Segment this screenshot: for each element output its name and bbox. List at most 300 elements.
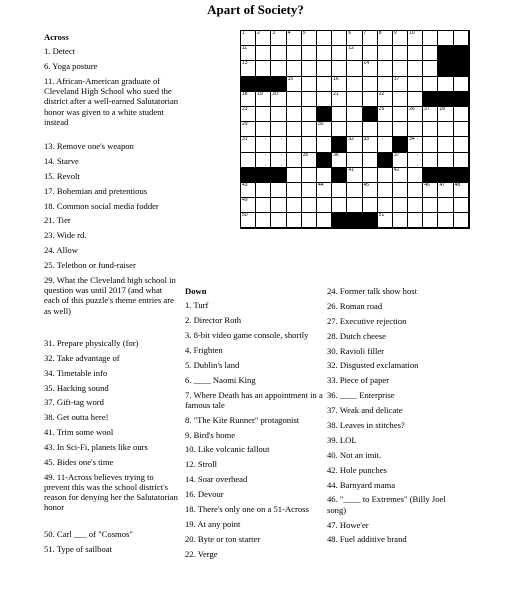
down-clue: 3. 8-bit video game console, shortly xyxy=(185,329,309,340)
across-clues xyxy=(44,32,179,558)
grid-cell[interactable] xyxy=(287,92,302,107)
cell-number: 31 xyxy=(242,136,248,143)
grid-cell[interactable] xyxy=(363,168,378,183)
grid-cell[interactable] xyxy=(302,153,317,168)
grid-cell[interactable] xyxy=(363,61,378,76)
grid-cell[interactable] xyxy=(378,77,393,92)
across-clue: 24. Allow xyxy=(44,245,78,256)
grid-block xyxy=(271,168,286,183)
grid-cell[interactable] xyxy=(241,46,256,61)
cell-number: 17 xyxy=(393,75,400,82)
grid-block xyxy=(363,213,378,228)
down-clue: 6. ____ Naomi King xyxy=(185,374,256,385)
grid-cell[interactable] xyxy=(438,183,453,198)
across-clue: 51. Type of sailboat xyxy=(44,543,112,554)
grid-cell[interactable] xyxy=(256,183,271,198)
grid-cell[interactable] xyxy=(287,213,302,228)
across-clue: 43. In Sci-Fi, planets like ours xyxy=(44,442,148,453)
down-clue: 42. Hole punches xyxy=(327,464,387,475)
grid-cell[interactable] xyxy=(454,122,469,137)
cell-number: 6 xyxy=(348,30,352,36)
down-clue: 22. Verge xyxy=(185,548,218,559)
grid-cell[interactable] xyxy=(302,107,317,122)
grid-cell[interactable] xyxy=(423,198,438,213)
grid-cell[interactable] xyxy=(408,198,423,213)
down-clue: 48. Fuel additive brand xyxy=(327,534,407,545)
grid-cell[interactable] xyxy=(287,61,302,76)
grid-cell[interactable] xyxy=(393,61,408,76)
cell-number: 3 xyxy=(272,30,276,36)
cell-number: 11 xyxy=(242,45,248,52)
grid-block xyxy=(332,213,347,228)
down-clue: 8. "The Kite Runner" protagonist xyxy=(185,414,300,425)
cell-number: 20 xyxy=(272,90,278,97)
grid-cell[interactable] xyxy=(302,183,317,198)
grid-cell[interactable] xyxy=(317,137,332,152)
grid-cell[interactable] xyxy=(271,92,286,107)
grid-cell[interactable] xyxy=(256,122,271,137)
grid-cell[interactable] xyxy=(347,153,362,168)
across-clue: 34. Timetable info xyxy=(44,367,108,378)
grid-cell[interactable] xyxy=(332,31,347,46)
grid-cell[interactable] xyxy=(271,107,286,122)
cell-number: 19 xyxy=(257,90,263,97)
grid-cell[interactable] xyxy=(423,213,438,228)
grid-cell[interactable] xyxy=(317,77,332,92)
cell-number: 46 xyxy=(424,181,430,188)
grid-cell[interactable] xyxy=(408,92,423,107)
cell-number: 12 xyxy=(348,45,354,52)
cell-number: 15 xyxy=(287,75,294,82)
across-clue: 29. What the Cleveland high school in question was until 2017 (and what each of this puzzle's theme entries are as well) xyxy=(44,275,176,316)
grid-cell[interactable] xyxy=(287,168,302,183)
grid-cell[interactable] xyxy=(332,92,347,107)
grid-cell[interactable] xyxy=(271,183,286,198)
grid-cell[interactable] xyxy=(408,137,423,152)
down-clue: 30. Ravioli filler xyxy=(327,345,385,356)
grid-block xyxy=(454,92,469,107)
cell-number: 25 xyxy=(378,105,385,112)
grid-cell[interactable] xyxy=(423,77,438,92)
grid-cell[interactable] xyxy=(287,77,302,92)
grid-cell[interactable] xyxy=(241,122,256,137)
grid-cell[interactable] xyxy=(408,183,423,198)
down-clue: 1. Turf xyxy=(185,300,209,311)
grid-cell[interactable] xyxy=(454,107,469,122)
grid-cell[interactable] xyxy=(332,46,347,61)
across-clue: 41. Trim some wool xyxy=(44,427,114,438)
down-clue: 24. Former talk show host xyxy=(327,286,417,296)
grid-cell[interactable] xyxy=(241,137,256,152)
down-clues-col1 xyxy=(185,286,325,564)
grid-cell[interactable] xyxy=(408,31,423,46)
down-clue: 26. Roman road xyxy=(327,300,383,311)
grid-cell[interactable] xyxy=(271,46,286,61)
grid-cell[interactable] xyxy=(317,46,332,61)
grid-cell[interactable] xyxy=(438,153,453,168)
grid-block xyxy=(438,46,453,61)
grid-cell[interactable] xyxy=(363,77,378,92)
down-clue: 44. Barnyard mama xyxy=(327,479,396,490)
grid-cell[interactable] xyxy=(317,183,332,198)
grid-block xyxy=(332,137,347,152)
grid-cell[interactable] xyxy=(393,198,408,213)
grid-cell[interactable] xyxy=(347,137,362,152)
grid-cell[interactable] xyxy=(393,46,408,61)
cell-number: 44 xyxy=(317,181,324,188)
down-clue: 5. Dublin's land xyxy=(185,359,240,370)
grid-cell[interactable] xyxy=(271,137,286,152)
grid-cell[interactable] xyxy=(423,107,438,122)
cell-number: 37 xyxy=(393,151,400,158)
down-clue: 47. Howe'er xyxy=(327,519,369,530)
across-clue: 18. Common social media fodder xyxy=(44,200,159,211)
grid-cell[interactable] xyxy=(378,107,393,122)
down-clue: 33. Piece of paper xyxy=(327,375,390,386)
grid-cell[interactable] xyxy=(378,168,393,183)
grid-cell[interactable] xyxy=(438,31,453,46)
puzzle-title: Apart of Society? xyxy=(207,2,304,17)
grid-block xyxy=(241,168,256,183)
grid-cell[interactable] xyxy=(363,137,378,152)
grid-cell[interactable] xyxy=(347,92,362,107)
grid-cell[interactable] xyxy=(287,46,302,61)
grid-cell[interactable] xyxy=(317,198,332,213)
cell-number: 47 xyxy=(439,181,445,188)
across-clue: 35. Hacking sound xyxy=(44,382,109,393)
cell-number: 35 xyxy=(302,151,309,158)
down-header: Down xyxy=(185,286,207,296)
down-clue: 2. Director Roth xyxy=(185,315,242,326)
grid-cell[interactable] xyxy=(256,61,271,76)
grid-cell[interactable] xyxy=(271,31,286,46)
down-clues-col2 xyxy=(327,286,447,549)
grid-cell[interactable] xyxy=(454,198,469,213)
grid-cell[interactable] xyxy=(287,107,302,122)
grid-cell[interactable] xyxy=(393,153,408,168)
grid-block xyxy=(378,153,393,168)
grid-cell[interactable] xyxy=(347,46,362,61)
down-clue: 10. Like volcanic fallout xyxy=(185,444,270,455)
grid-cell[interactable] xyxy=(393,168,408,183)
cell-number: 23 xyxy=(242,105,248,112)
grid-cell[interactable] xyxy=(363,183,378,198)
grid-cell[interactable] xyxy=(287,31,302,46)
across-clue: 6. Yoga posture xyxy=(44,61,98,72)
grid-cell[interactable] xyxy=(438,198,453,213)
grid-block xyxy=(241,77,256,92)
grid-block xyxy=(256,77,271,92)
grid-block xyxy=(423,168,438,183)
grid-cell[interactable] xyxy=(302,198,317,213)
crossword-grid[interactable] xyxy=(240,30,470,229)
grid-cell[interactable] xyxy=(393,107,408,122)
down-clue: 16. Devour xyxy=(185,489,224,500)
across-clue: 38. Get outta here! xyxy=(44,412,109,423)
grid-cell[interactable] xyxy=(378,122,393,137)
across-clue: 23. Wide rd. xyxy=(44,230,87,241)
cell-number: 27 xyxy=(424,105,430,112)
across-clue: 45. Bides one's time xyxy=(44,456,114,467)
grid-cell[interactable] xyxy=(317,122,332,137)
grid-cell[interactable] xyxy=(347,77,362,92)
grid-cell[interactable] xyxy=(317,61,332,76)
grid-cell[interactable] xyxy=(454,77,469,92)
grid-cell[interactable] xyxy=(378,213,393,228)
down-clue: 38. Leaves in stitches? xyxy=(327,420,405,431)
grid-cell[interactable] xyxy=(423,153,438,168)
grid-block xyxy=(393,137,408,152)
grid-block xyxy=(423,92,438,107)
grid-cell[interactable] xyxy=(287,122,302,137)
grid-block xyxy=(438,61,453,76)
grid-cell[interactable] xyxy=(241,213,256,228)
grid-cell[interactable] xyxy=(408,77,423,92)
grid-cell[interactable] xyxy=(408,46,423,61)
grid-block xyxy=(256,168,271,183)
grid-cell[interactable] xyxy=(454,153,469,168)
grid-cell[interactable] xyxy=(378,31,393,46)
cell-number: 43 xyxy=(242,181,248,188)
grid-cell[interactable] xyxy=(363,46,378,61)
across-clue: 1. Detect xyxy=(44,46,76,57)
down-clue: 20. Byte or ton starter xyxy=(185,533,261,544)
grid-cell[interactable] xyxy=(363,122,378,137)
grid-cell[interactable] xyxy=(423,31,438,46)
grid-cell[interactable] xyxy=(241,153,256,168)
grid-cell[interactable] xyxy=(347,31,362,46)
grid-cell[interactable] xyxy=(302,168,317,183)
grid-cell[interactable] xyxy=(347,122,362,137)
grid-cell[interactable] xyxy=(302,61,317,76)
cell-number: 36 xyxy=(333,151,339,158)
grid-block xyxy=(454,46,469,61)
cell-number: 16 xyxy=(333,75,339,82)
cell-number: 48 xyxy=(454,181,461,188)
grid-cell[interactable] xyxy=(363,31,378,46)
grid-block xyxy=(317,107,332,122)
grid-block xyxy=(317,153,332,168)
grid-cell[interactable] xyxy=(423,122,438,137)
grid-cell[interactable] xyxy=(302,46,317,61)
across-clue: 37. Gift-tag word xyxy=(44,397,104,408)
grid-cell[interactable] xyxy=(332,107,347,122)
grid-cell[interactable] xyxy=(347,183,362,198)
across-clue: 50. Carl ___ of "Cosmos" xyxy=(44,528,133,539)
grid-cell[interactable] xyxy=(287,137,302,152)
down-clue: 37. Weak and delicate xyxy=(327,405,403,416)
grid-cell[interactable] xyxy=(256,137,271,152)
grid-cell[interactable] xyxy=(271,213,286,228)
grid-cell[interactable] xyxy=(271,122,286,137)
cell-number: 33 xyxy=(363,136,370,143)
grid-cell[interactable] xyxy=(256,92,271,107)
grid-cell[interactable] xyxy=(454,137,469,152)
cell-number: 32 xyxy=(348,136,354,143)
grid-cell[interactable] xyxy=(347,61,362,76)
grid-cell[interactable] xyxy=(317,92,332,107)
grid-cell[interactable] xyxy=(256,198,271,213)
cell-number: 13 xyxy=(242,60,248,67)
grid-cell[interactable] xyxy=(332,198,347,213)
grid-cell[interactable] xyxy=(241,31,256,46)
grid-cell[interactable] xyxy=(393,213,408,228)
down-clue: 28. Dutch cheese xyxy=(327,330,386,341)
grid-cell[interactable] xyxy=(317,31,332,46)
grid-cell[interactable] xyxy=(423,137,438,152)
grid-cell[interactable] xyxy=(256,46,271,61)
cell-number: 34 xyxy=(409,136,415,143)
across-clue: 17. Bohemian and pretentious xyxy=(44,185,148,196)
grid-cell[interactable] xyxy=(241,183,256,198)
across-clue: 15. Revolt xyxy=(44,170,80,181)
grid-cell[interactable] xyxy=(378,46,393,61)
grid-block xyxy=(347,213,362,228)
cell-number: 26 xyxy=(409,105,415,112)
grid-cell[interactable] xyxy=(287,183,302,198)
grid-cell[interactable] xyxy=(302,213,317,228)
grid-cell[interactable] xyxy=(438,77,453,92)
grid-cell[interactable] xyxy=(438,137,453,152)
down-clue: 36. ____ Enterprise xyxy=(327,390,395,401)
cell-number: 4 xyxy=(287,30,291,36)
across-clue: 14. Starve xyxy=(44,155,79,166)
across-clue: 32. Take advantage of xyxy=(44,352,120,363)
grid-cell[interactable] xyxy=(378,183,393,198)
down-clue: 27. Executive rejection xyxy=(327,315,407,326)
grid-cell[interactable] xyxy=(454,31,469,46)
grid-cell[interactable] xyxy=(393,122,408,137)
grid-cell[interactable] xyxy=(378,61,393,76)
grid-cell[interactable] xyxy=(241,107,256,122)
grid-cell[interactable] xyxy=(363,153,378,168)
grid-cell[interactable] xyxy=(332,153,347,168)
grid-cell[interactable] xyxy=(332,77,347,92)
cell-number: 7 xyxy=(363,30,367,36)
grid-block xyxy=(271,77,286,92)
grid-cell[interactable] xyxy=(302,137,317,152)
grid-cell[interactable] xyxy=(408,61,423,76)
grid-cell[interactable] xyxy=(438,122,453,137)
down-clue: 39. LOL xyxy=(327,434,357,445)
grid-cell[interactable] xyxy=(378,137,393,152)
grid-cell[interactable] xyxy=(302,77,317,92)
grid-cell[interactable] xyxy=(393,77,408,92)
grid-cell[interactable] xyxy=(302,122,317,137)
grid-cell[interactable] xyxy=(302,92,317,107)
grid-block xyxy=(438,168,453,183)
grid-cell[interactable] xyxy=(378,198,393,213)
cell-number: 8 xyxy=(378,30,382,36)
grid-cell[interactable] xyxy=(454,183,469,198)
grid-cell[interactable] xyxy=(287,153,302,168)
grid-cell[interactable] xyxy=(347,168,362,183)
cell-number: 50 xyxy=(242,212,248,219)
cell-number: 22 xyxy=(378,90,385,97)
grid-cell[interactable] xyxy=(423,46,438,61)
down-clue: 7. Where Death has an appointment in a famous tale xyxy=(185,389,323,410)
grid-cell[interactable] xyxy=(408,122,423,137)
grid-cell[interactable] xyxy=(241,92,256,107)
cell-number: 41 xyxy=(348,166,354,173)
grid-cell[interactable] xyxy=(408,168,423,183)
grid-block xyxy=(454,168,469,183)
down-clue: 18. There's only one on a 51-Across xyxy=(185,503,309,514)
grid-cell[interactable] xyxy=(378,92,393,107)
grid-cell[interactable] xyxy=(317,168,332,183)
grid-cell[interactable] xyxy=(256,31,271,46)
cell-number: 2 xyxy=(257,30,260,36)
grid-cell[interactable] xyxy=(363,92,378,107)
cell-number: 18 xyxy=(242,90,248,97)
grid-cell[interactable] xyxy=(454,213,469,228)
grid-cell[interactable] xyxy=(347,107,362,122)
cell-number: 49 xyxy=(242,197,248,204)
grid-cell[interactable] xyxy=(408,213,423,228)
grid-cell[interactable] xyxy=(256,213,271,228)
cell-number: 14 xyxy=(363,60,370,67)
down-clue: 46. "____ to Extremes" (Billy Joel song) xyxy=(327,494,446,515)
down-clue: 9. Bird's home xyxy=(185,429,236,440)
cell-number: 1 xyxy=(242,30,245,36)
cell-number: 45 xyxy=(363,181,370,188)
grid-cell[interactable] xyxy=(332,183,347,198)
grid-cell[interactable] xyxy=(317,213,332,228)
grid-cell[interactable] xyxy=(393,183,408,198)
grid-cell[interactable] xyxy=(271,61,286,76)
grid-cell[interactable] xyxy=(271,153,286,168)
grid-cell[interactable] xyxy=(408,107,423,122)
grid-cell[interactable] xyxy=(302,31,317,46)
down-clue: 32. Disgusted exclamation xyxy=(327,360,419,371)
grid-cell[interactable] xyxy=(256,153,271,168)
across-clue: 11. African-American graduate of Cleveland High School who sued the district after a well-earned Salutatorian honor was given to a white student instead xyxy=(44,75,179,127)
grid-cell[interactable] xyxy=(287,198,302,213)
down-clue: 19. At any point xyxy=(185,518,241,529)
grid-cell[interactable] xyxy=(393,31,408,46)
grid-cell[interactable] xyxy=(423,61,438,76)
cell-number: 21 xyxy=(333,90,339,97)
grid-block xyxy=(454,61,469,76)
cell-number: 9 xyxy=(393,30,397,36)
grid-cell[interactable] xyxy=(332,61,347,76)
down-clue: 4. Frighten xyxy=(185,344,223,355)
down-clue: 40. Not an imit. xyxy=(327,449,382,460)
across-clue: 31. Prepare physically (for) xyxy=(44,337,139,348)
grid-cell[interactable] xyxy=(271,198,286,213)
grid-block xyxy=(332,168,347,183)
cell-number: 51 xyxy=(378,212,385,219)
across-clue: 13. Remove one's weapon xyxy=(44,141,134,151)
across-clue: 49. 11-Across believes trying to prevent this was the school district's reason for denying her the Salutatorian honor xyxy=(44,471,178,513)
grid-block xyxy=(438,92,453,107)
grid-cell[interactable] xyxy=(363,198,378,213)
grid-cell[interactable] xyxy=(393,92,408,107)
grid-block xyxy=(363,107,378,122)
grid-cell[interactable] xyxy=(438,107,453,122)
grid-cell[interactable] xyxy=(347,198,362,213)
grid-cell[interactable] xyxy=(256,107,271,122)
grid-cell[interactable] xyxy=(332,122,347,137)
grid-cell[interactable] xyxy=(241,61,256,76)
grid-cell[interactable] xyxy=(241,198,256,213)
across-clue: 21. Tier xyxy=(44,215,71,226)
grid-cell[interactable] xyxy=(408,153,423,168)
cell-number: 30 xyxy=(317,121,324,128)
grid-cell[interactable] xyxy=(438,213,453,228)
down-clue: 14. Soar overhead xyxy=(185,474,248,485)
grid-cell[interactable] xyxy=(423,183,438,198)
